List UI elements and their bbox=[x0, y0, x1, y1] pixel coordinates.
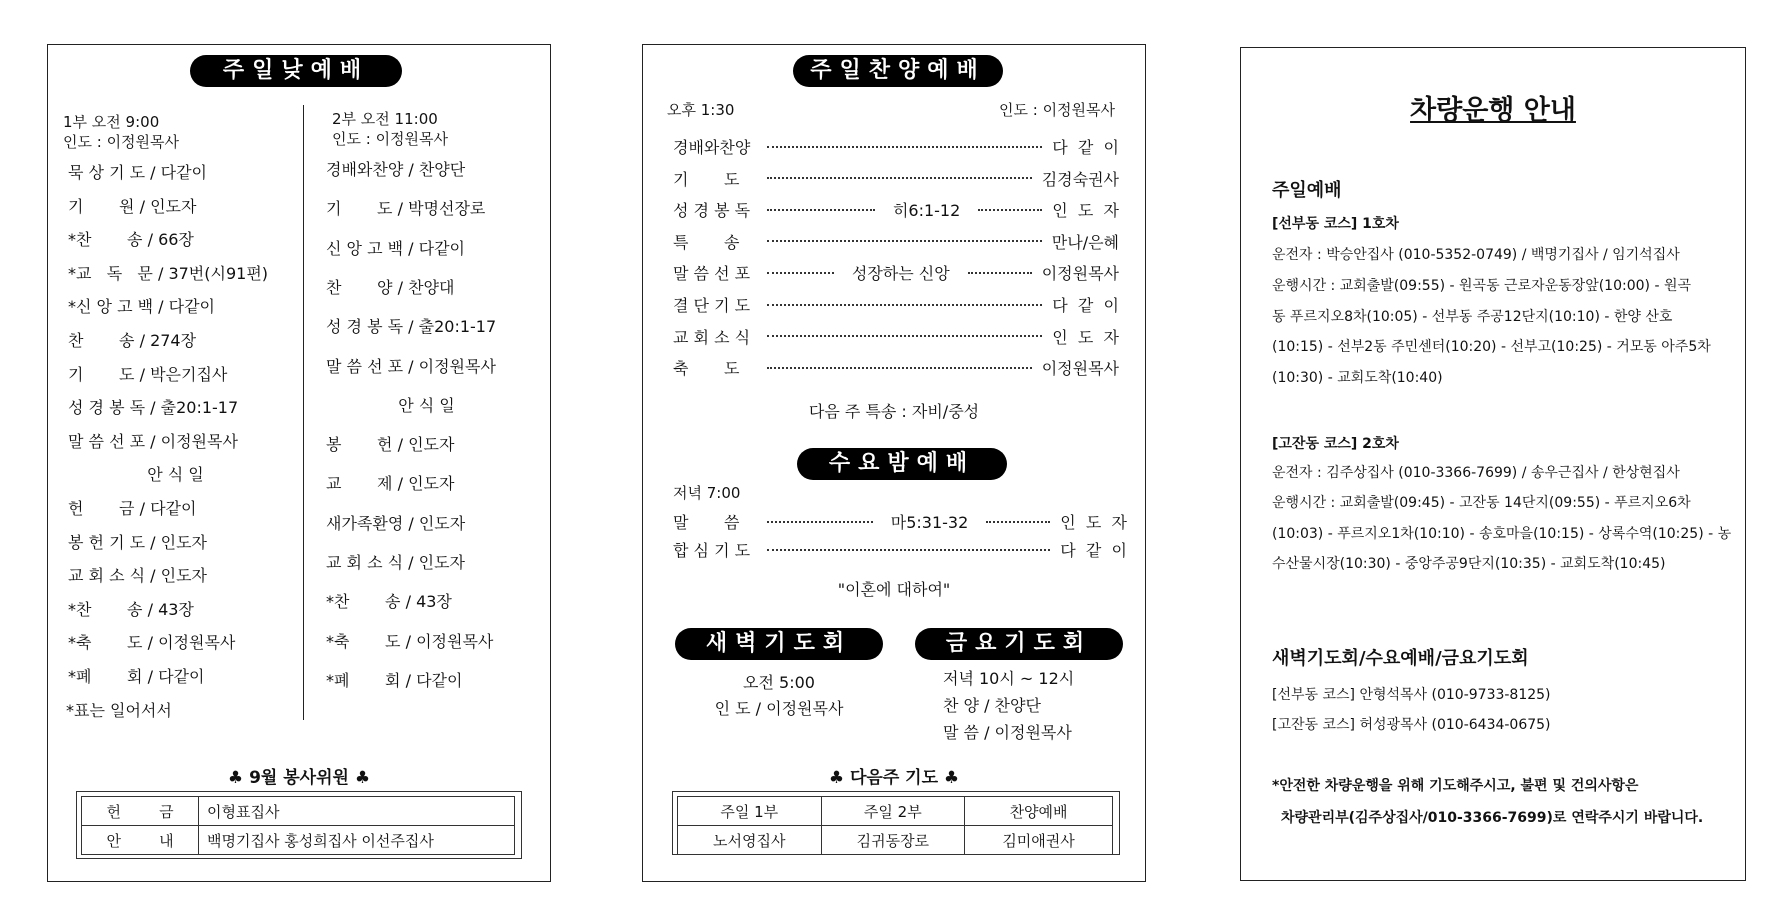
order-row bbox=[673, 325, 1119, 348]
route-line: 동 푸르지오8차(10:05) - 선부동 주공12단지(10:10) - 한양 산호 bbox=[1272, 308, 1673, 325]
prayer-name: 김미애권사 bbox=[965, 826, 1113, 855]
notice-line-1: *안전한 차량운행을 위해 기도해주시고, 불편 및 건의사항은 bbox=[1272, 778, 1639, 794]
first-service-time: 1부 오전 9:00 bbox=[63, 113, 160, 131]
order-row bbox=[673, 293, 1119, 316]
order-row bbox=[673, 135, 1119, 158]
order-item: 경배와찬양 / 찬양단 bbox=[326, 160, 466, 179]
order-item: *찬 송 / 66장 bbox=[68, 230, 194, 250]
order-label: 결 단 기 도 bbox=[673, 296, 751, 315]
second-service-lead: 인도 : 이정원목사 bbox=[332, 130, 449, 148]
order-item: 기 도 / 박은기집사 bbox=[68, 364, 228, 384]
course2-title: [고잔동 코스] 2호차 bbox=[1272, 436, 1399, 452]
route-line: (10:15) - 선부2동 주민센터(10:20) - 선부고(10:25) - 거모동 아주5차 bbox=[1272, 339, 1711, 355]
order-item: *신 앙 고 백 / 다같이 bbox=[68, 297, 216, 317]
order-item: 교 회 소 식 / 인도자 bbox=[68, 566, 208, 586]
order-item: 안 식 일 bbox=[398, 395, 455, 415]
dotted-leader bbox=[767, 367, 1032, 369]
sunday-morning-panel bbox=[47, 44, 551, 882]
praise-time: 오후 1:30 bbox=[667, 101, 735, 119]
order-item: 교 회 소 식 / 인도자 bbox=[326, 553, 466, 572]
order-item: 말 씀 선 포 / 이정원목사 bbox=[326, 356, 496, 376]
prayer-title: ♣ 다음주 기도 ♣ bbox=[828, 768, 960, 788]
order-value: 이정원목사 bbox=[1041, 359, 1119, 379]
order-item: 새가족환영 / 인도자 bbox=[326, 513, 466, 533]
order-value: 만나/은혜 bbox=[1051, 232, 1119, 252]
order-label: 말 씀 bbox=[673, 513, 740, 532]
order-label: 성 경 봉 독 bbox=[673, 201, 751, 221]
prayer-table bbox=[677, 796, 1113, 855]
order-item: 말 씀 선 포 / 이정원목사 bbox=[68, 431, 238, 451]
order-label: 말 씀 선 포 bbox=[673, 264, 751, 284]
sunday-praise-title: 주일찬양예배 bbox=[793, 55, 1003, 87]
order-row bbox=[673, 538, 1127, 561]
prayer-name: 노서영집사 bbox=[678, 826, 822, 855]
order-value: 다 같 이 bbox=[1052, 296, 1119, 315]
order-row bbox=[673, 198, 1119, 221]
route-line: 운행시간 : 교회출발(09:45) - 고잔동 14단지(09:55) - 푸르지오6차 bbox=[1272, 495, 1691, 511]
friday-time: 저녁 10시 ~ 12시 bbox=[943, 669, 1075, 688]
sunday-praise-panel bbox=[642, 44, 1146, 882]
order-label: 축 도 bbox=[673, 359, 740, 379]
order-detail: 마5:31-32 bbox=[890, 513, 969, 532]
order-value: 인 도 자 bbox=[1052, 327, 1119, 347]
order-item: 성 경 봉 독 / 출20:1-17 bbox=[68, 398, 239, 418]
order-item: 안 식 일 bbox=[147, 465, 204, 485]
weekday-course1: [선부동 코스] 안형석목사 (010-9733-8125) bbox=[1272, 687, 1551, 703]
order-item: 찬 양 / 찬양대 bbox=[326, 277, 455, 297]
prayer-header: 주일 2부 bbox=[821, 797, 965, 826]
dotted-leader bbox=[767, 304, 1042, 306]
duty-role: 안 내 bbox=[82, 826, 199, 855]
dotted-leader bbox=[767, 335, 1042, 337]
vehicle-panel bbox=[1240, 47, 1746, 881]
friday-prayer-title: 금요기도회 bbox=[915, 628, 1123, 660]
duty-table bbox=[81, 796, 515, 855]
wednesday-time: 저녁 7:00 bbox=[673, 484, 741, 502]
order-item: *교 독 문 / 37번(시91편) bbox=[68, 263, 269, 283]
order-value: 이정원목사 bbox=[1041, 264, 1119, 284]
order-item: *찬 송 / 43장 bbox=[326, 592, 452, 612]
wednesday-sermon-title: "이혼에 대하여" bbox=[837, 580, 951, 599]
course1-drivers: 운전자 : 박승안집사 (010-5352-0749) / 백명기집사 / 임기석집사 bbox=[1272, 247, 1680, 263]
order-item: 기 원 / 인도자 bbox=[68, 196, 197, 216]
friday-word: 말 씀 / 이정원목사 bbox=[943, 723, 1072, 742]
order-item: 기 도 / 박명선장로 bbox=[326, 199, 486, 219]
order-value: 다 같 이 bbox=[1060, 541, 1127, 560]
dotted-leader bbox=[978, 209, 1042, 211]
order-item: *폐 회 / 다같이 bbox=[68, 667, 205, 686]
duty-names: 백명기집사 홍성희집사 이선주집사 bbox=[199, 826, 515, 855]
dotted-leader bbox=[986, 521, 1050, 523]
dotted-leader bbox=[767, 177, 1032, 179]
order-row bbox=[673, 356, 1119, 379]
sunday-heading: 주일예배 bbox=[1272, 180, 1342, 201]
order-detail: 히6:1-12 bbox=[892, 201, 961, 221]
course1-title: [선부동 코스] 1호차 bbox=[1272, 216, 1399, 232]
order-item: 신 앙 고 백 / 다같이 bbox=[326, 238, 466, 258]
table-row bbox=[678, 826, 1113, 855]
order-label: 교 회 소 식 bbox=[673, 327, 751, 347]
prayer-header: 주일 1부 bbox=[678, 797, 822, 826]
table-row bbox=[678, 797, 1113, 826]
prayer-header: 찬양예배 bbox=[965, 797, 1113, 826]
duty-role: 헌 금 bbox=[82, 797, 199, 826]
table-row bbox=[82, 826, 515, 855]
course2-drivers: 운전자 : 김주상집사 (010-3366-7699) / 송우근집사 / 한상현집사 bbox=[1272, 465, 1680, 481]
first-service-lead: 인도 : 이정원목사 bbox=[63, 133, 180, 151]
order-item: *축 도 / 이정원목사 bbox=[326, 631, 494, 651]
dotted-leader bbox=[767, 209, 875, 211]
order-value: 인 도 자 bbox=[1052, 201, 1119, 221]
dawn-lead: 인 도 / 이정원목사 bbox=[714, 699, 844, 718]
sunday-morning-title: 주일낮예배 bbox=[190, 55, 402, 87]
order-label: 특 송 bbox=[673, 232, 740, 252]
order-value: 김경숙권사 bbox=[1041, 169, 1119, 189]
order-item: *찬 송 / 43장 bbox=[68, 599, 194, 619]
order-label: 경배와찬양 bbox=[673, 138, 751, 157]
dotted-leader bbox=[767, 549, 1050, 551]
order-row bbox=[673, 510, 1127, 533]
dawn-prayer-title: 새벽기도회 bbox=[675, 628, 883, 660]
prayer-name: 김귀동장로 bbox=[821, 826, 965, 855]
weekday-heading: 새벽기도회/수요예배/금요기도회 bbox=[1272, 648, 1529, 669]
order-detail: 성장하는 신앙 bbox=[851, 264, 950, 284]
route-line: 운행시간 : 교회출발(09:55) - 원곡동 근로자운동장앞(10:00) - 원곡 bbox=[1272, 278, 1691, 294]
next-special-song: 다음 주 특송 : 자비/중성 bbox=[808, 402, 980, 421]
order-item: 헌 금 / 다같이 bbox=[68, 499, 197, 518]
order-item: 묵 상 기 도 / 다같이 bbox=[68, 163, 208, 182]
order-row bbox=[673, 167, 1119, 190]
order-item: 교 제 / 인도자 bbox=[326, 474, 455, 494]
table-row bbox=[82, 797, 515, 826]
dotted-leader bbox=[767, 521, 873, 523]
route-line: 수산물시장(10:30) - 중앙주공9단지(10:35) - 교회도착(10:45) bbox=[1272, 556, 1666, 572]
dotted-leader bbox=[968, 272, 1032, 274]
vehicle-title: 차량운행 안내 bbox=[1410, 95, 1576, 126]
order-label: 합 심 기 도 bbox=[673, 541, 751, 560]
order-row bbox=[673, 230, 1119, 253]
order-item: *축 도 / 이정원목사 bbox=[68, 633, 236, 653]
notice-line-2: 차량관리부(김주상집사/010-3366-7699)로 연락주시기 바랍니다. bbox=[1281, 810, 1704, 826]
order-label: 기 도 bbox=[673, 169, 740, 189]
order-item: *표는 일어서서 bbox=[66, 700, 172, 720]
order-item: *폐 회 / 다같이 bbox=[326, 670, 463, 690]
weekday-course2: [고잔동 코스] 허성광목사 (010-6434-0675) bbox=[1272, 717, 1551, 733]
dawn-time: 오전 5:00 bbox=[743, 673, 815, 692]
order-item: 성 경 봉 독 / 출20:1-17 bbox=[326, 317, 497, 337]
order-row bbox=[673, 261, 1119, 284]
order-item: 봉 헌 / 인도자 bbox=[326, 435, 455, 455]
wednesday-title: 수요밤예배 bbox=[797, 448, 1007, 480]
friday-praise: 찬 양 / 찬양단 bbox=[943, 696, 1041, 715]
duty-title: ♣ 9월 봉사위원 ♣ bbox=[227, 768, 371, 788]
route-line: (10:30) - 교회도착(10:40) bbox=[1272, 369, 1443, 386]
route-line: (10:03) - 푸르지오1차(10:10) - 송호마을(10:15) - 상록수역(10:25) - 농 bbox=[1272, 525, 1732, 542]
dotted-leader bbox=[767, 272, 834, 274]
praise-lead: 인도 : 이정원목사 bbox=[999, 101, 1116, 119]
dotted-leader bbox=[767, 146, 1042, 148]
dotted-leader bbox=[767, 240, 1042, 242]
duty-names: 이형표집사 bbox=[199, 797, 515, 826]
order-value: 인 도 자 bbox=[1060, 513, 1127, 532]
order-item: 봉 헌 기 도 / 인도자 bbox=[68, 532, 208, 552]
order-value: 다 같 이 bbox=[1052, 138, 1119, 157]
second-service-time: 2부 오전 11:00 bbox=[332, 110, 438, 128]
order-item: 찬 송 / 274장 bbox=[68, 331, 197, 350]
